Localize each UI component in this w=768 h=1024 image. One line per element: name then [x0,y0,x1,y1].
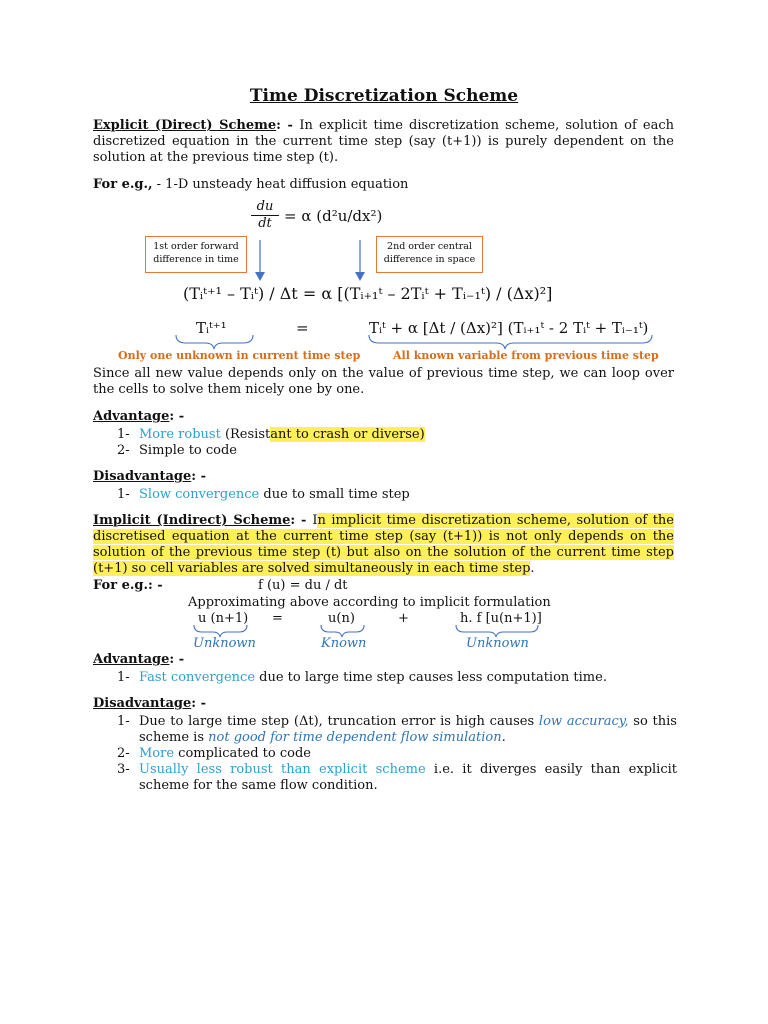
list-item [117,427,677,443]
term-u-n1: u (n+1) [198,611,249,626]
implicit-description: n implicit time discretization scheme, solution of the discretised equation at the current time step (say (t+1)) is not only depends on the solution of the previous time step (t) but also on the solution of the current time step (t+1) so cell variables are solved simultaneously in each time step [93,513,675,576]
pde-numerator: du [256,199,274,214]
explicit-disadv-sep: : - [191,469,206,484]
explicit-advantage-heading [93,409,674,425]
label-unknown-1: Unknown [193,636,256,651]
disadv-not-good: not good for time dependent flow simulation [208,730,502,745]
box-central-difference: 2nd order central difference in space [376,236,483,273]
disadv-more: More [139,746,175,761]
explicit-description: In explicit time discretization scheme, solution of each discretized equation in the current time step (say (t+1)) is purely dependent on the solution at the previous time step (t). [93,118,674,165]
adv-fast-convergence: Fast convergence [139,670,256,685]
explicit-heading: Explicit (Direct) Scheme [93,118,277,133]
term-equals: = [272,611,283,626]
explicit-disadvantage-heading [93,469,674,485]
disadv-diverges: i.e. it diverges easily than explicit scheme for the same flow condition. [139,762,677,793]
disadv-low-accuracy: low accuracy, [538,714,629,729]
implicit-disadvantage-heading [93,696,674,712]
explicit-disadv-label: Disadvantage [93,469,192,484]
explicit-adv-label: Advantage [93,409,170,424]
implicit-approx-text: Approximating above according to implicit formulation [188,595,551,610]
pde-denominator: dt [251,215,279,232]
list-number: 1- [117,670,130,685]
disadv-period: . [501,730,506,745]
explicit-eg-text: - 1-D unsteady heat diffusion equation [152,177,409,192]
label-one-unknown: Only one unknown in current time step [118,349,361,362]
list-number: 2- [117,746,130,761]
disadv-complicated: complicated to code [174,746,311,761]
list-item [117,443,677,459]
term-plus: + [398,611,409,626]
box-forward-difference: 1st order forward difference in time [145,236,247,273]
disadv-small-step: due to small time step [259,487,410,502]
list-number: 1- [117,427,130,442]
since-paragraph: Since all new value depends only on the value of previous time step, we can loop over the cells to solve them nicely one by one. [93,366,674,397]
implicit-disadv-label: Disadvantage [93,696,192,711]
implicit-disadv-sep: : - [191,696,206,711]
adv-simple: Simple to code [139,443,238,458]
implicit-sep: : - [290,513,313,528]
adv-resist: (Resist [220,427,271,442]
rearranged-rhs: Tᵢᵗ + α [Δt / (Δx)²] (Tᵢ₊₁ᵗ - 2 Tᵢᵗ + Tᵢ₋₁ᵗ) [369,319,649,337]
implicit-heading: Implicit (Indirect) Scheme [93,513,291,528]
disadv-scheme-is: so this scheme is [139,714,677,745]
label-all-known: All known variable from previous time step [393,349,659,362]
list-number: 1- [117,487,130,502]
implicit-eg-label-line [93,578,674,594]
list-item [117,762,677,794]
implicit-adv-label: Advantage [93,652,170,667]
label-known: Known [321,636,367,651]
explicit-eg-label: For e.g., [93,177,153,192]
list-number: 3- [117,762,130,777]
list-item [117,714,677,746]
rearranged-lhs: Tᵢᵗ⁺¹ [196,319,227,337]
list-item [117,487,677,503]
pde-rhs: = α (d²u/dx²) [284,207,383,225]
list-item [117,746,677,762]
adv-more-robust: More robust [139,427,221,442]
implicit-advantage-heading [93,652,674,668]
adv-highlight: ant to crash or diverse) [270,427,425,442]
implicit-paragraph [93,513,674,577]
list-item [117,670,677,686]
implicit-eg-label: For e.g.: - [93,578,163,593]
implicit-desc-end: . [530,561,535,576]
label-unknown-2: Unknown [466,636,529,651]
implicit-desc-first: I [312,513,318,528]
disadv-truncation: Due to large time step (Δt), truncation error is high causes [139,714,539,729]
implicit-adv-sep: : - [169,652,185,667]
rearranged-equals: = [296,319,309,337]
list-number: 1- [117,714,130,729]
explicit-sep: : - [276,118,300,133]
term-u-n: u(n) [328,611,355,626]
adv-large-step: due to large time step causes less computation time. [255,670,607,685]
discretized-equation: (Tᵢᵗ⁺¹ – Tᵢᵗ) / Δt = α [(Tᵢ₊₁ᵗ – 2Tᵢᵗ + Tᵢ₋₁ᵗ) / (Δx)²] [183,284,553,303]
page-title: Time Discretization Scheme [249,86,519,106]
disadv-less-robust: Usually less robust than explicit scheme [139,762,426,777]
explicit-adv-sep: : - [169,409,185,424]
implicit-eg-equation: f (u) = du / dt [258,578,348,593]
disadv-slow-convergence: Slow convergence [139,487,260,502]
term-hf: h. f [u(n+1)] [460,611,542,626]
list-number: 2- [117,443,130,458]
